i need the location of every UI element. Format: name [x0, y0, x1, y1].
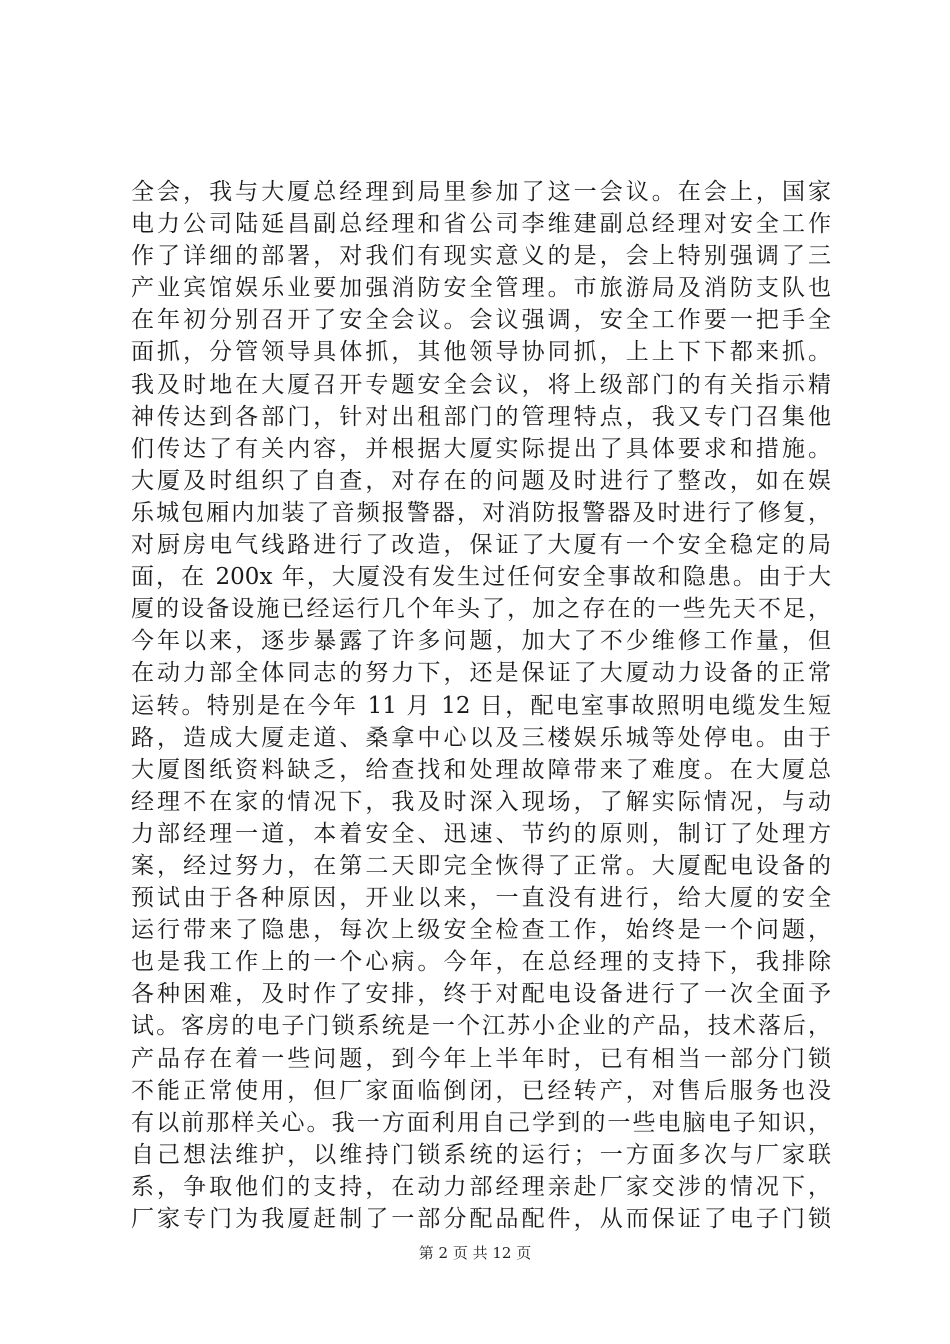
text-line: 产品存在着一些问题，到今年上半年时，已有相当一部分门锁: [131, 1045, 831, 1072]
text-line: 经理不在家的情况下，我及时深入现场，了解实际情况，与动: [131, 788, 831, 815]
text-line: 力部经理一道，本着安全、迅速、节约的原则，制订了处理方: [131, 820, 831, 847]
text-line: 也是我工作上的一个心病。今年，在总经理的支持下，我排除: [131, 949, 831, 976]
text-line: 各种困难，及时作了安排，终于对配电设备进行了一次全面予: [131, 981, 831, 1008]
text-line: 产业宾馆娱乐业要加强消防安全管理。市旅游局及消防支队也: [131, 275, 831, 302]
text-line: 厦的设备设施已经运行几个年头了，加之存在的一些先天不足，: [131, 596, 831, 623]
text-line: 运转。特别是在今年 11 月 12 日，配电室事故照明电缆发生短: [131, 692, 831, 719]
text-line: 案，经过努力，在第二天即完全恢得了正常。大厦配电设备的: [131, 852, 831, 879]
text-line: 电力公司陆延昌副总经理和省公司李维建副总经理对安全工作: [131, 211, 831, 238]
text-line: 有以前那样关心。我一方面利用自己学到的一些电脑电子知识，: [131, 1109, 831, 1136]
text-line: 系，争取他们的支持，在动力部经理亲赴厂家交涉的情况下，: [131, 1173, 831, 1200]
text-line: 面，在 200x 年，大厦没有发生过任何安全事故和隐患。由于大: [131, 564, 831, 591]
text-line: 不能正常使用，但厂家面临倒闭，已经转产，对售后服务也没: [131, 1077, 831, 1104]
text-line: 面抓，分管领导具体抓，其他领导协同抓，上上下下都来抓。: [131, 339, 831, 366]
body-text: [131, 176, 831, 1235]
text-line: 自己想法维护，以维持门锁系统的运行；一方面多次与厂家联: [131, 1141, 831, 1168]
text-line: 试。客房的电子门锁系统是一个江苏小企业的产品，技术落后，: [131, 1013, 831, 1040]
text-line: 路，造成大厦走道、桑拿中心以及三楼娱乐城等处停电。由于: [131, 724, 831, 751]
text-line: 厂家专门为我厦赶制了一部分配品配件，从而保证了电子门锁: [131, 1206, 831, 1232]
text-line: 乐城包厢内加装了音频报警器，对消防报警器及时进行了修复，: [131, 499, 831, 526]
text-line: 我及时地在大厦召开专题安全会议，将上级部门的有关指示精: [131, 371, 831, 398]
text-line: 运行带来了隐患，每次上级安全检查工作，始终是一个问题，: [131, 917, 831, 944]
text-line: 作了详细的部署，对我们有现实意义的是，会上特别强调了三: [131, 243, 831, 270]
page-footer: 第 2 页 共 12 页: [418, 1244, 532, 1262]
text-line: 在年初分别召开了安全会议。会议强调，安全工作要一把手全: [131, 307, 831, 334]
text-line: 全会，我与大厦总经理到局里参加了这一会议。在会上，国家: [131, 179, 831, 205]
text-line: 预试由于各种原因，开业以来，一直没有进行，给大厦的安全: [131, 885, 831, 912]
text-line: 大厦及时组织了自查，对存在的问题及时进行了整改，如在娱: [131, 467, 831, 494]
text-line: 大厦图纸资料缺乏，给查找和处理故障带来了难度。在大厦总: [131, 756, 831, 783]
text-line: 神传达到各部门，针对出租部门的管理特点，我又专门召集他: [131, 403, 831, 430]
text-line: 们传达了有关内容，并根据大厦实际提出了具体要求和措施。: [131, 435, 831, 462]
text-line: 在动力部全体同志的努力下，还是保证了大厦动力设备的正常: [131, 660, 831, 687]
text-line: 今年以来，逐步暴露了许多问题，加大了不少维修工作量，但: [131, 628, 831, 655]
text-line: 对厨房电气线路进行了改造，保证了大厦有一个安全稳定的局: [131, 532, 831, 559]
